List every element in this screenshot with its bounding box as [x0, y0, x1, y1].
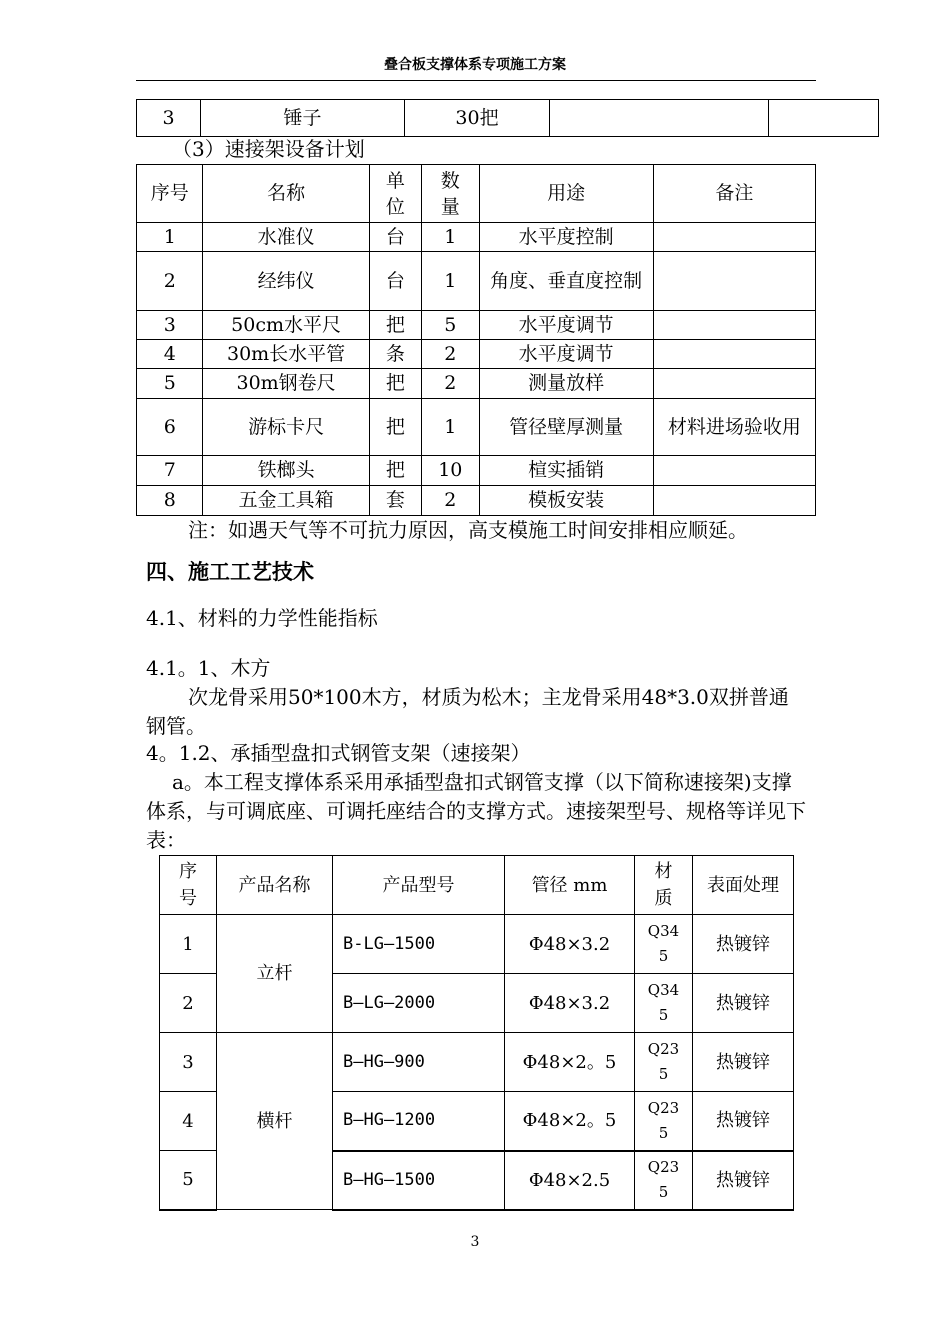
table-cell: B—HG—1500	[333, 1151, 505, 1210]
table-cell: 角度、垂直度控制	[479, 252, 653, 311]
table-cell: 30m钢卷尺	[203, 369, 369, 399]
header-cell	[693, 856, 794, 915]
table-cell	[653, 369, 815, 399]
table-cell: 锤子	[201, 100, 405, 137]
document-header: 叠合板支撑体系专项施工方案	[384, 57, 566, 73]
header-cell: 产品名称	[217, 856, 333, 915]
material-text: Q345	[647, 922, 680, 965]
table-cell: 5	[160, 1151, 217, 1210]
table-cell: 7	[137, 456, 203, 486]
table-cell: 1	[137, 223, 203, 252]
material-text: Q235	[647, 1098, 680, 1142]
header-cell: 产品型号	[333, 856, 505, 915]
table-cell: 套	[369, 486, 421, 516]
table-cell: 8	[137, 486, 203, 516]
table-cell: 4	[137, 340, 203, 369]
schedule-note: 注：如遇天气等不可抗力原因，高支模施工时间安排相应顺延。	[188, 518, 748, 542]
table-row	[160, 915, 794, 974]
section-3-title: （3）速接架设备计划	[172, 137, 365, 161]
table-cell: 3	[137, 311, 203, 340]
table-cell: 管径壁厚测量	[479, 399, 653, 456]
table-row	[137, 456, 816, 486]
equipment-plan-table	[136, 164, 816, 516]
header-cell-text: 表面处理	[707, 874, 779, 896]
table-cell: 热镀锌	[693, 915, 794, 974]
table-cell: 1	[422, 223, 479, 252]
table-row	[137, 399, 816, 456]
table-header-row	[137, 165, 816, 223]
table-cell	[635, 1033, 693, 1092]
header-cell-text: 单位	[385, 169, 405, 218]
table-cell: 2	[422, 340, 479, 369]
table-cell	[635, 1151, 693, 1210]
table-cell: 30把	[405, 100, 550, 137]
tools-table-continuation	[136, 99, 879, 137]
table-cell: 3	[160, 1033, 217, 1092]
table-cell: Φ48×3.2	[505, 974, 635, 1033]
table-cell: 6	[137, 399, 203, 456]
table-cell: 楦实插销	[479, 456, 653, 486]
table-cell	[653, 311, 815, 340]
table-cell	[635, 915, 693, 974]
table-cell	[653, 223, 815, 252]
scaffold-spec-table	[159, 855, 794, 1211]
table-cell: 2	[137, 252, 203, 311]
header-cell: 用途	[479, 165, 653, 223]
subsection-4-1-1-heading: 4.1。1、木方	[146, 656, 271, 680]
table-cell: 5	[137, 369, 203, 399]
table-cell: 把	[369, 311, 421, 340]
table-cell: 4	[160, 1092, 217, 1151]
table-cell: Φ48×3.2	[505, 915, 635, 974]
table-cell: B—HG—900	[333, 1033, 505, 1092]
table-cell: 测量放样	[479, 369, 653, 399]
table-cell: 50cm水平尺	[203, 311, 369, 340]
table-cell: B—LG—2000	[333, 974, 505, 1033]
table-cell: 把	[369, 369, 421, 399]
table-cell: 10	[422, 456, 479, 486]
table-cell: 水平度调节	[479, 311, 653, 340]
table-header-row	[160, 856, 794, 915]
header-cell: 名称	[203, 165, 369, 223]
header-cell: 序号	[137, 165, 203, 223]
table-row	[137, 340, 816, 369]
table-cell	[635, 1092, 693, 1151]
material-text: Q235	[647, 1040, 680, 1083]
header-cell	[635, 856, 693, 915]
section-4-heading: 四、施工工艺技术	[146, 560, 314, 584]
table-cell: 水平度调节	[479, 340, 653, 369]
table-cell: 5	[422, 311, 479, 340]
table-cell	[550, 100, 769, 137]
table-cell: 模板安装	[479, 486, 653, 516]
table-cell: 2	[422, 486, 479, 516]
table-cell: 2	[160, 974, 217, 1033]
header-cell	[369, 165, 421, 223]
table-cell: Φ48×2.5	[505, 1151, 635, 1210]
table-cell: 1	[422, 252, 479, 311]
header-cell-text: 数量	[440, 169, 460, 218]
table-cell: 2	[422, 369, 479, 399]
header-cell: 管径 mm	[505, 856, 635, 915]
material-text: Q345	[647, 981, 680, 1024]
header-cell-text: 材质	[654, 861, 673, 909]
table-cell: 横杆	[217, 1033, 333, 1210]
table-cell: 条	[369, 340, 421, 369]
table-cell	[653, 340, 815, 369]
table-cell: Φ48×2。5	[505, 1092, 635, 1151]
table-cell: 台	[369, 252, 421, 311]
table-cell	[635, 974, 693, 1033]
table-cell: 把	[369, 399, 421, 456]
header-cell: 备注	[653, 165, 815, 223]
table-cell: 五金工具箱	[203, 486, 369, 516]
table-cell	[653, 486, 815, 516]
table-cell: 热镀锌	[693, 1092, 794, 1151]
table-cell: 水平度控制	[479, 223, 653, 252]
table-cell: 铁榔头	[203, 456, 369, 486]
table-row	[137, 252, 816, 311]
table-cell: 台	[369, 223, 421, 252]
table-cell: 1	[422, 399, 479, 456]
table-row	[160, 1033, 794, 1092]
table-row	[137, 486, 816, 516]
subsection-4-1-heading: 4.1、材料的力学性能指标	[146, 606, 378, 630]
table-cell: B-LG—1500	[333, 915, 505, 974]
header-rule	[136, 80, 816, 81]
table-row	[137, 100, 879, 137]
table-cell: 水准仪	[203, 223, 369, 252]
material-text: Q235	[647, 1158, 680, 1201]
table-row	[137, 311, 816, 340]
table-cell	[769, 100, 879, 137]
page-number: 3	[470, 1234, 480, 1250]
table-cell: 热镀锌	[693, 974, 794, 1033]
table-cell: 经纬仪	[203, 252, 369, 311]
scaffold-paragraph: a。本工程支撑体系采用承插型盘扣式钢管支撑（以下简称速接架)支撑体系，与可调底座、可调托座结合的支撑方式。速接架型号、规格等详见下表：	[146, 770, 806, 852]
table-row	[137, 369, 816, 399]
table-row	[137, 223, 816, 252]
table-cell: 热镀锌	[693, 1151, 794, 1210]
subsection-4-1-2-heading: 4。1.2、承插型盘扣式钢管支架（速接架）	[146, 741, 531, 765]
header-cell	[422, 165, 479, 223]
table-cell	[653, 252, 815, 311]
table-cell: 3	[137, 100, 201, 137]
table-cell: Φ48×2。5	[505, 1033, 635, 1092]
table-cell: 游标卡尺	[203, 399, 369, 456]
table-cell: B—HG—1200	[333, 1092, 505, 1151]
table-cell: 1	[160, 915, 217, 974]
table-cell: 把	[369, 456, 421, 486]
table-cell: 30m长水平管	[203, 340, 369, 369]
table-cell: 材料进场验收用	[653, 399, 815, 456]
table-cell	[653, 456, 815, 486]
table-cell: 立杆	[217, 915, 333, 1033]
timber-paragraph: 次龙骨采用50*100木方，材质为松木；主龙骨采用48*3.0双拼普通钢管。	[146, 685, 789, 738]
table-cell: 热镀锌	[693, 1033, 794, 1092]
header-cell	[160, 856, 217, 915]
header-cell-text: 序号	[179, 861, 197, 909]
